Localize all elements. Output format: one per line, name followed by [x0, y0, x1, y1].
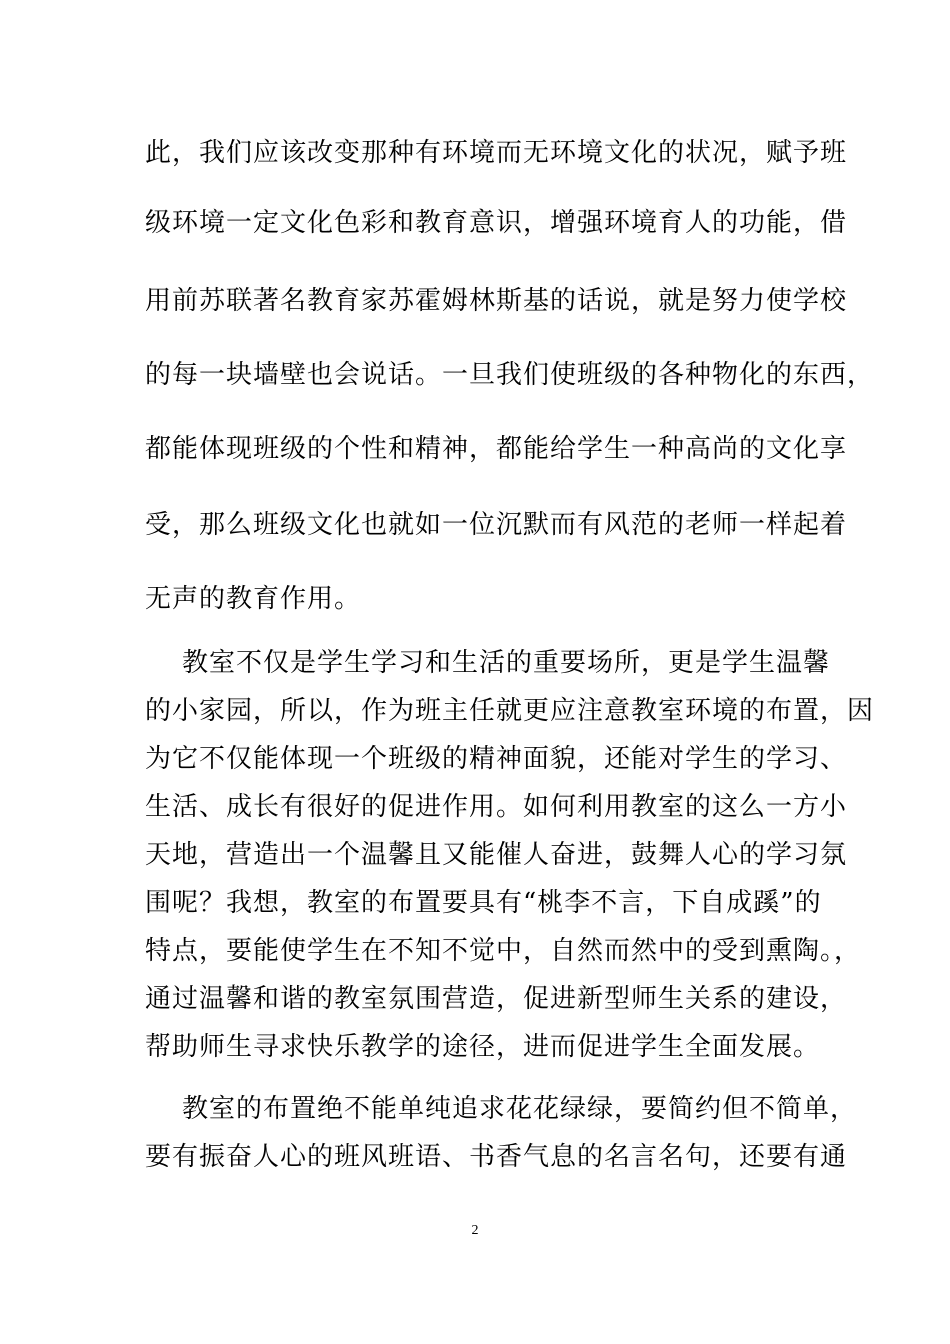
paragraph-2-line-6: 围呢？我想，教室的布置要具有“桃李不言，下自成蹊”的	[145, 888, 822, 918]
paragraph-2-line-4: 生活、成长有很好的促进作用。如何利用教室的这么一方小	[145, 792, 848, 822]
paragraph-3-line-1: 教室的布置绝不能单纯追求花花绿绿，要简约但不简单，	[145, 1094, 858, 1124]
page-number: 2	[471, 1223, 479, 1238]
paragraph-2-line-1: 教室不仅是学生学习和生活的重要场所，更是学生温馨	[145, 648, 831, 678]
paragraph-1-line-3: 用前苏联著名教育家苏霍姆林斯基的话说，就是努力使学校	[145, 286, 848, 316]
paragraph-1-line-6: 受，那么班级文化也就如一位沉默而有风范的老师一样起着	[145, 510, 848, 540]
paragraph-1-line-2: 级环境一定文化色彩和教育意识，增强环境育人的功能，借	[145, 208, 848, 238]
paragraph-2-line-8: 通过温馨和谐的教室氛围营造，促进新型师生关系的建设，	[145, 984, 848, 1014]
paragraph-1-line-4: 的每一块墙壁也会说话。一旦我们使班级的各种物化的东西，	[145, 360, 875, 390]
paragraph-2-line-9: 帮助师生寻求快乐教学的途径，进而促进学生全面发展。	[145, 1032, 821, 1062]
paragraph-1-line-7: 无声的教育作用。	[145, 584, 362, 614]
paragraph-1-line-1: 此，我们应该改变那种有环境而无环境文化的状况，赋予班	[145, 138, 848, 168]
paragraph-2-line-3: 为它不仅能体现一个班级的精神面貌，还能对学生的学习、	[145, 744, 848, 774]
paragraph-3-line-2: 要有振奋人心的班风班语、书香气息的名言名句，还要有通	[145, 1142, 848, 1172]
paragraph-1-line-5: 都能体现班级的个性和精神，都能给学生一种高尚的文化享	[145, 434, 848, 464]
paragraph-2-line-2: 的小家园，所以，作为班主任就更应注意教室环境的布置，因	[145, 696, 875, 726]
paragraph-2-line-7: 特点，要能使学生在不知不觉中，自然而然中的受到熏陶。，	[145, 936, 862, 966]
paragraph-2-line-5: 天地，营造出一个温馨且又能催人奋进，鼓舞人心的学习氛	[145, 840, 848, 870]
